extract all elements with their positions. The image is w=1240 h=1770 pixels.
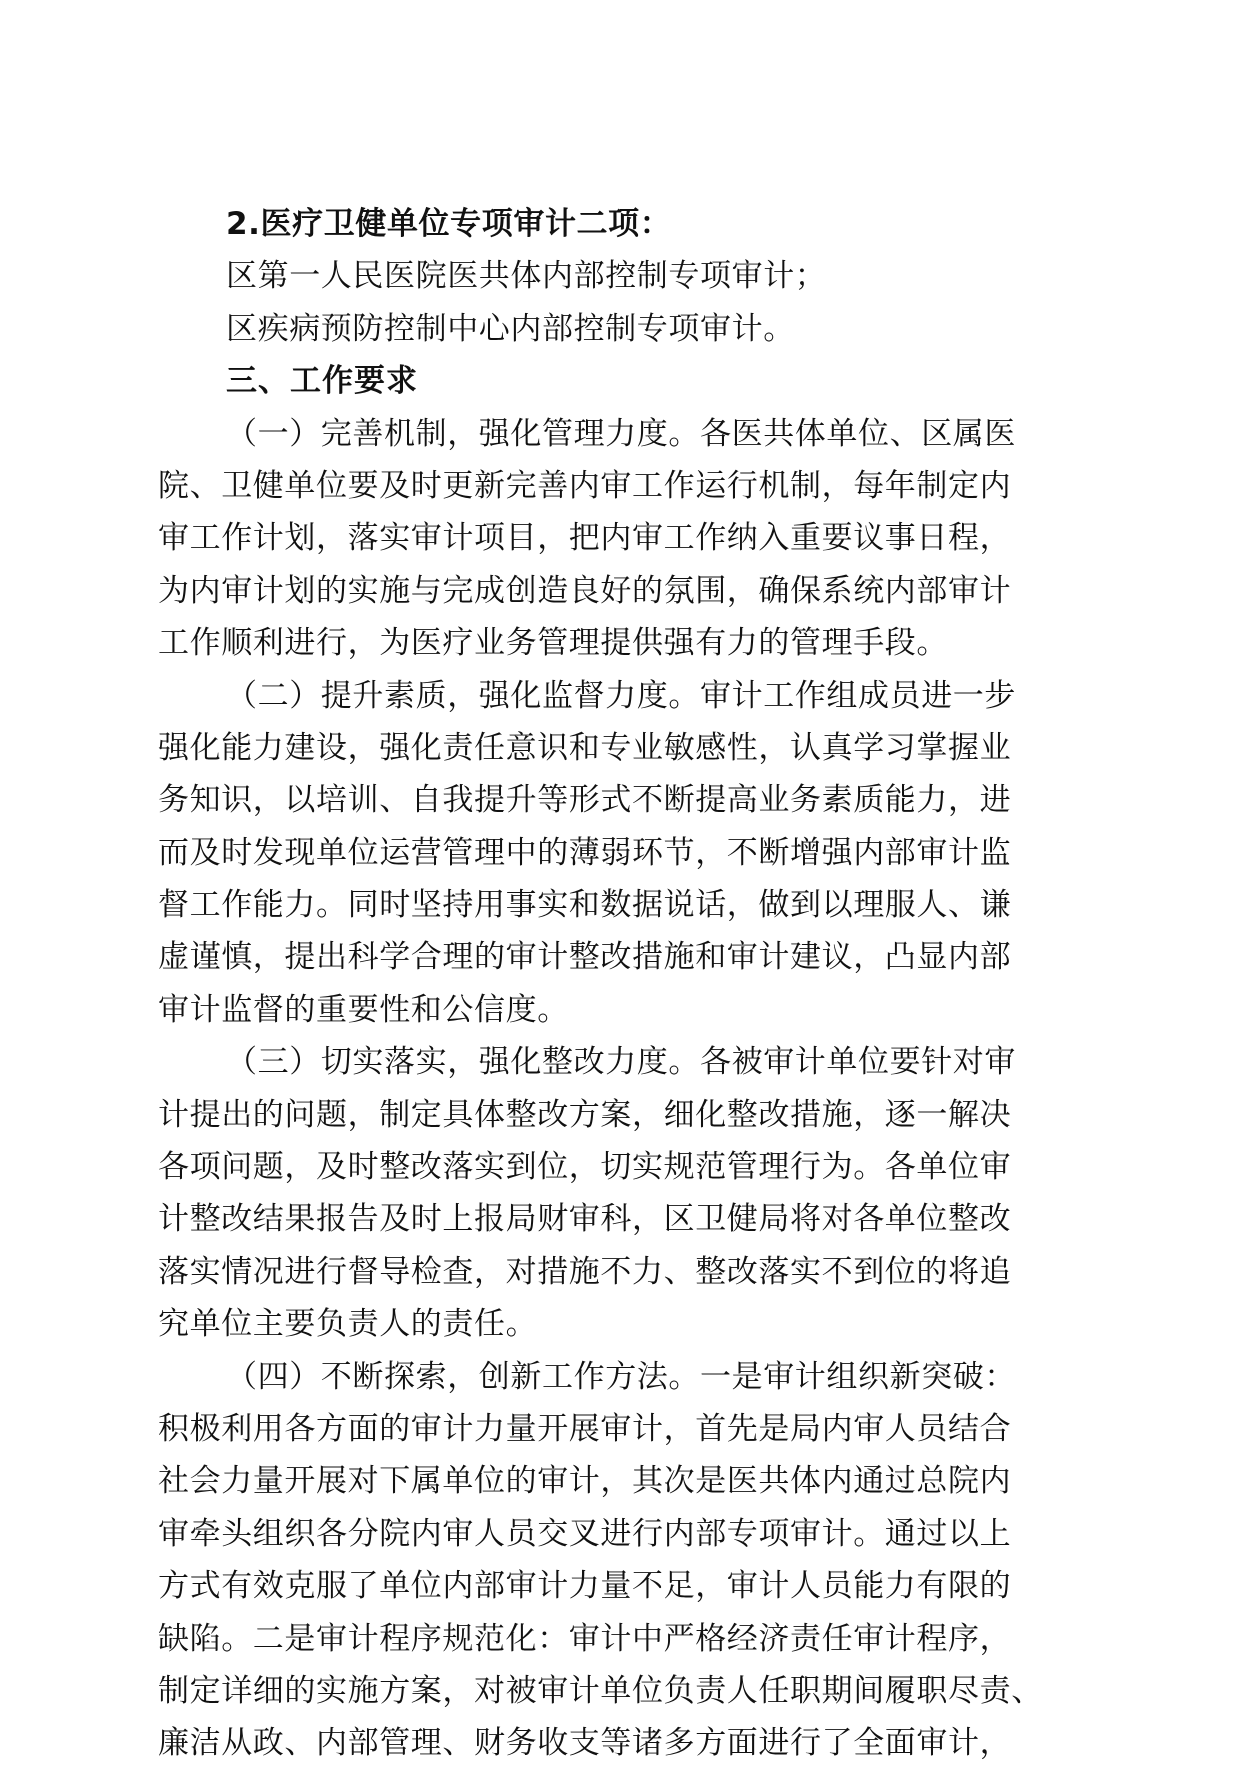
paragraph-text: 一是审计组织新突破：	[700, 1358, 1016, 1395]
paragraph-line: 为内审计划的实施与完成创造良好的氛围，确保系统内部审计	[158, 572, 1012, 609]
paragraph-line: 而及时发现单位运营管理中的薄弱环节，不断增强内部审计监	[158, 834, 1012, 871]
paragraph-line: 各项问题，及时整改落实到位，切实规范管理行为。各单位审	[158, 1149, 1012, 1186]
paragraph-line: 落实情况进行督导检查，对措施不力、整改落实不到位的将追	[158, 1253, 1012, 1290]
paragraph-line: 究单位主要负责人的责任。	[158, 1306, 538, 1343]
paragraph-first-line	[158, 670, 1090, 722]
paragraph-line: 积极利用各方面的审计力量开展审计，首先是局内审人员结合	[158, 1410, 1012, 1447]
paragraph-title: （三）切实落实，强化整改力度。	[226, 1044, 700, 1081]
paragraph-line: 审计监督的重要性和公信度。	[158, 991, 569, 1028]
paragraph-line: 虚谨慎，提出科学合理的审计整改措施和审计建议，凸显内部	[158, 939, 1012, 976]
paragraph-line: 社会力量开展对下属单位的审计，其次是医共体内通过总院内	[158, 1463, 1012, 1500]
section-3-heading: 三、工作要求	[226, 363, 418, 400]
paragraph-mechanism	[158, 408, 1090, 670]
paragraph-line: 强化能力建设，强化责任意识和专业敏感性，认真学习掌握业	[158, 729, 1012, 766]
paragraph-line: 工作顺利进行，为医疗业务管理提供强有力的管理手段。	[158, 625, 948, 662]
audit-item-2: 区疾病预防控制中心内部控制专项审计。	[226, 310, 795, 347]
paragraph-first-line	[158, 1351, 1090, 1403]
paragraph-title: （一）完善机制，强化管理力度。	[226, 415, 700, 452]
paragraph-title: （二）提升素质，强化监督力度。	[226, 677, 700, 714]
paragraph-line: 审工作计划，落实审计项目，把内审工作纳入重要议事日程，	[158, 520, 1012, 557]
paragraph-line: 督工作能力。同时坚持用事实和数据说话，做到以理服人、谦	[158, 887, 1012, 924]
paragraph-text: 各医共体单位、区属医	[700, 415, 1016, 452]
paragraph-first-line	[158, 408, 1090, 460]
paragraph-line: 方式有效克服了单位内部审计力量不足，审计人员能力有限的	[158, 1568, 1012, 1605]
paragraph-quality	[158, 670, 1090, 1037]
paragraph-line: 务知识，以培训、自我提升等形式不断提高业务素质能力，进	[158, 782, 1012, 819]
section-2-title: 2.医疗卫健单位专项审计二项：	[226, 206, 672, 242]
paragraph-rectification	[158, 1036, 1090, 1350]
document-body	[158, 198, 1090, 1770]
paragraph-text: 审计工作组成员进一步	[700, 677, 1016, 714]
paragraph-line: 审牵头组织各分院内审人员交叉进行内部专项审计。通过以上	[158, 1515, 1012, 1552]
paragraph-line: 缺陷。二是审计程序规范化：审计中严格经济责任审计程序，	[158, 1620, 1012, 1657]
paragraph-innovation	[158, 1351, 1090, 1770]
paragraph-line: 院、卫健单位要及时更新完善内审工作运行机制，每年制定内	[158, 467, 1012, 504]
paragraph-text: 各被审计单位要针对审	[700, 1044, 1016, 1081]
audit-item-1: 区第一人民医院医共体内部控制专项审计；	[226, 258, 827, 295]
paragraph-line: 制定详细的实施方案，对被审计单位负责人任职期间履职尽责、	[158, 1672, 1043, 1709]
paragraph-line: 廉洁从政、内部管理、财务收支等诸多方面进行了全面审计，	[158, 1725, 1012, 1762]
paragraph-line: 计整改结果报告及时上报局财审科，区卫健局将对各单位整改	[158, 1201, 1012, 1238]
paragraph-first-line	[158, 1036, 1090, 1088]
paragraph-line: 计提出的问题，制定具体整改方案，细化整改措施，逐一解决	[158, 1096, 1012, 1133]
paragraph-title: （四）不断探索，创新工作方法。	[226, 1358, 700, 1395]
